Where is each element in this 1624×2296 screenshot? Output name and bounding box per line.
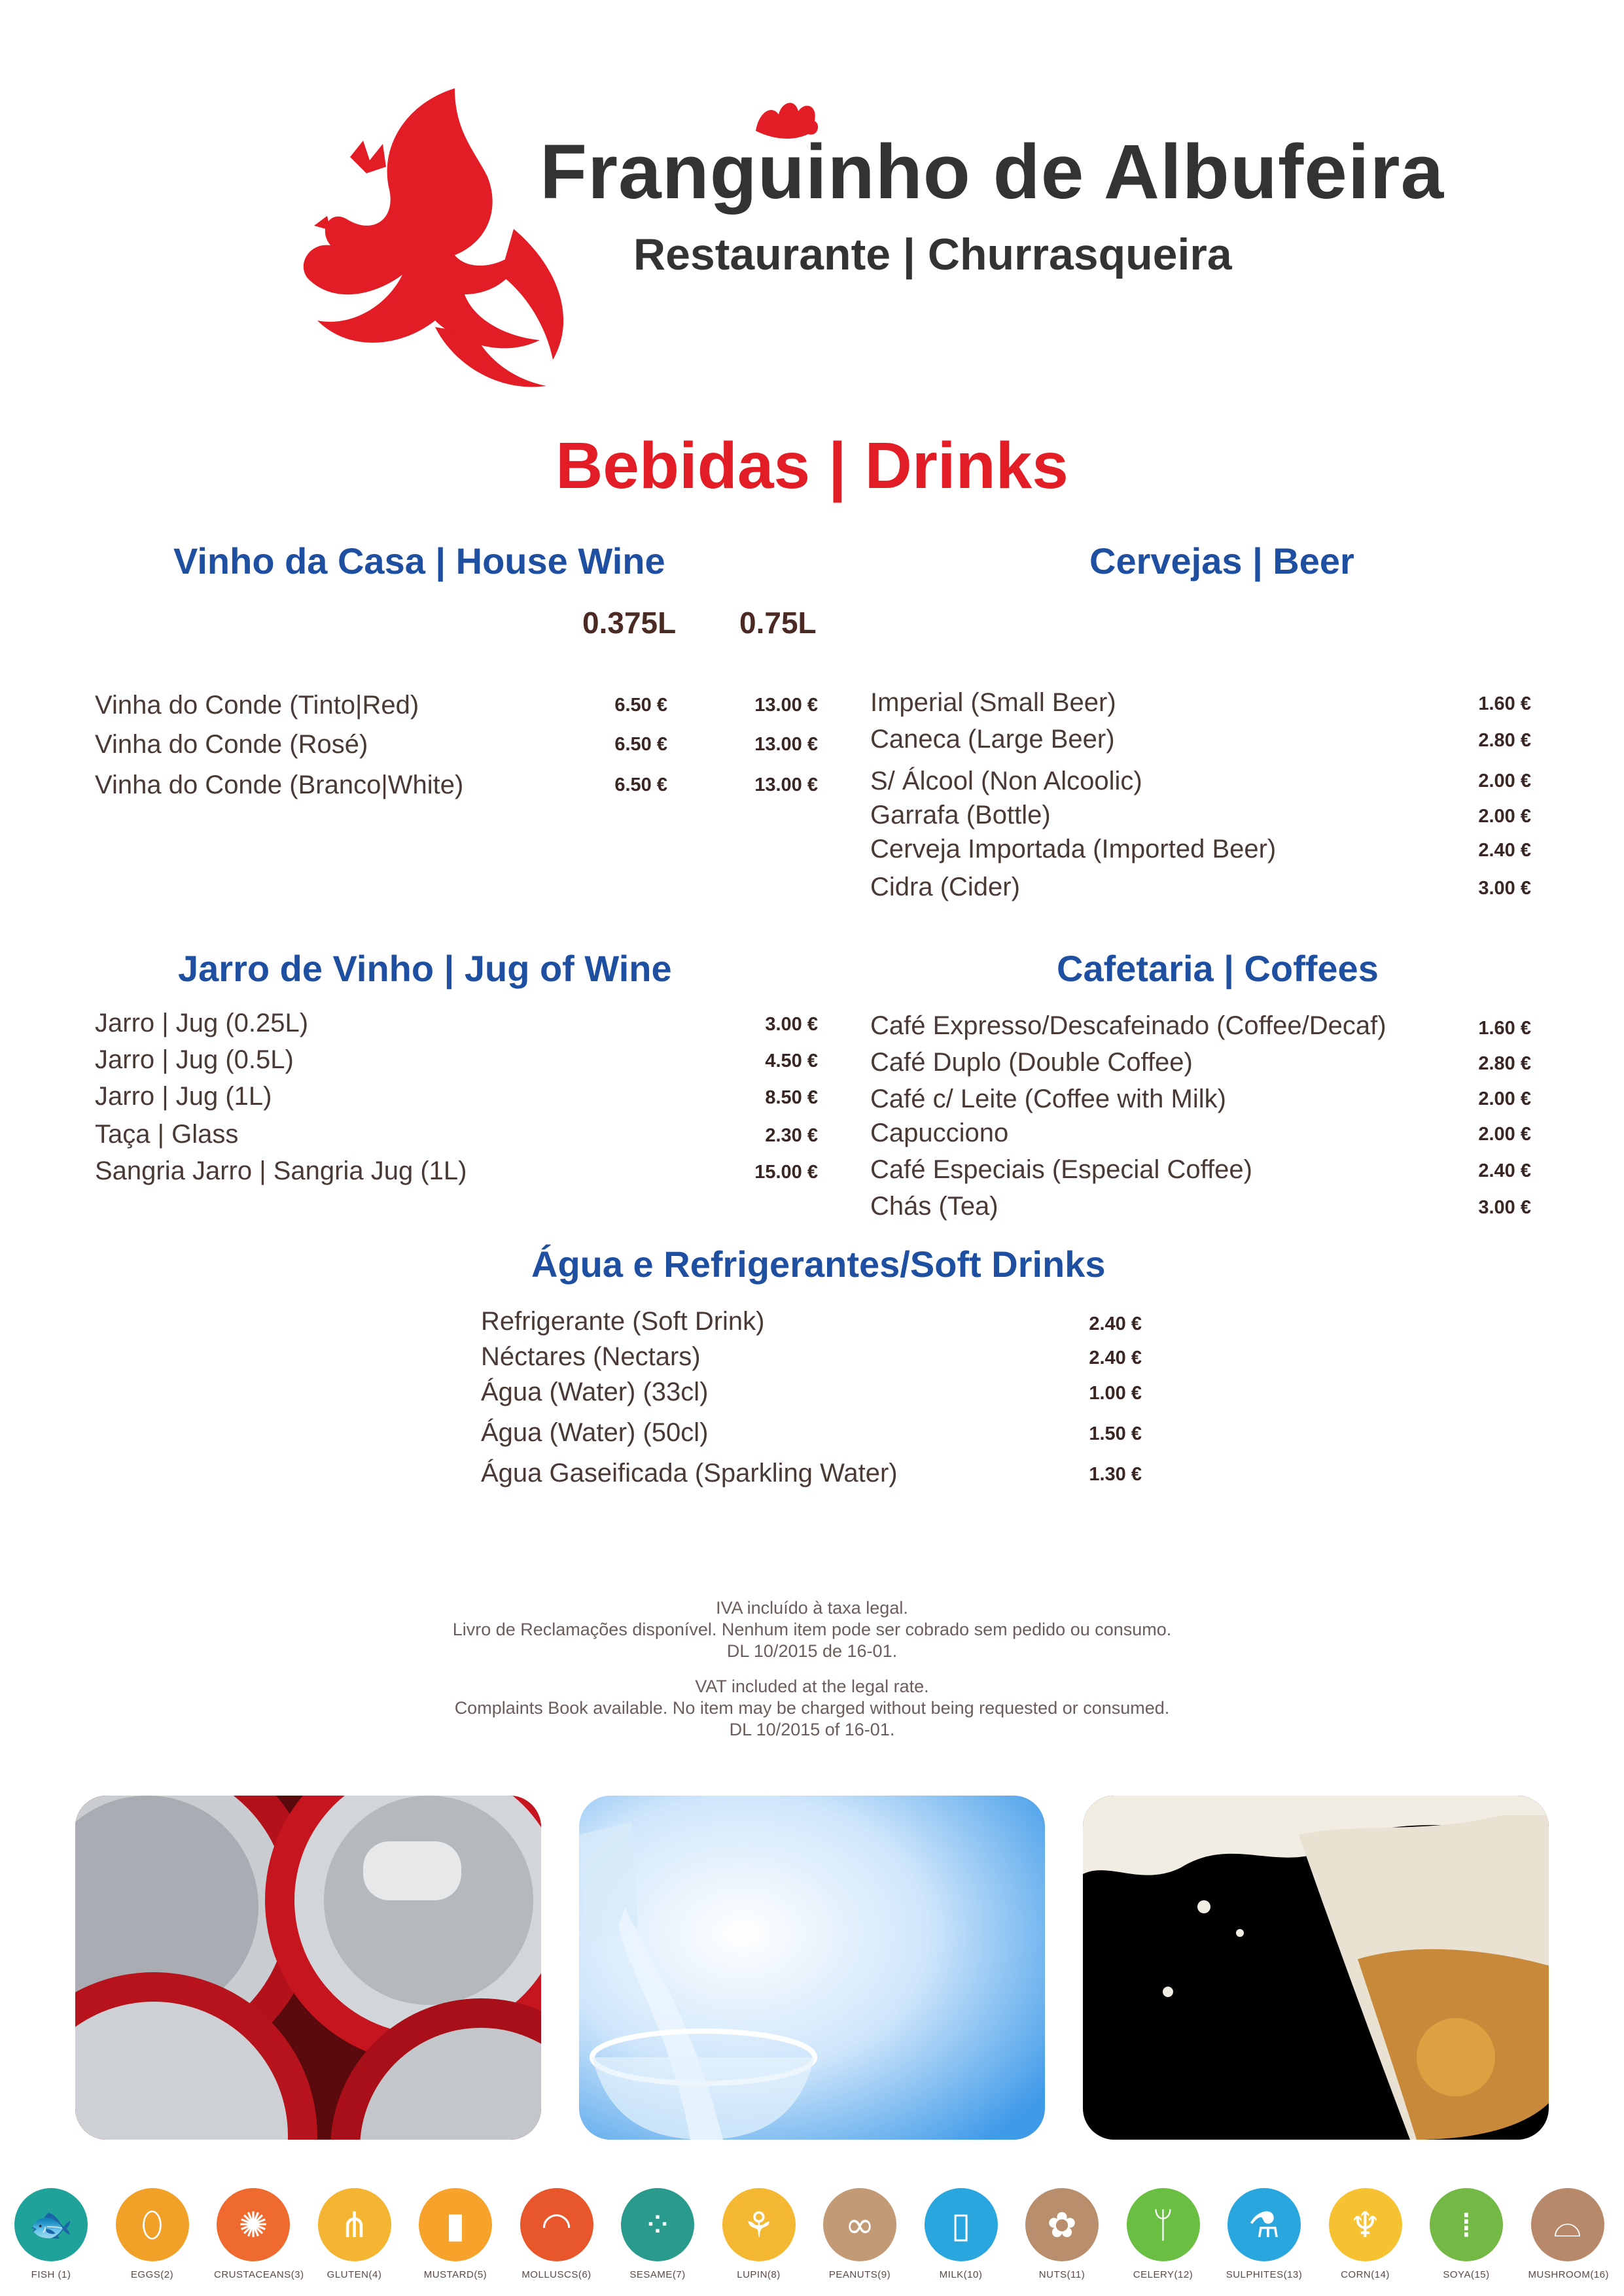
allergen-label: SOYA(15) xyxy=(1443,2269,1490,2280)
allergen-item xyxy=(1124,2188,1203,2280)
price: 6.50 € xyxy=(614,734,667,755)
legal-line: IVA incluído à taxa legal. xyxy=(716,1598,908,1618)
allergen-label: MUSHROOM(16) xyxy=(1528,2269,1610,2280)
list-item: Capucciono xyxy=(870,1119,1009,1147)
allergen-item xyxy=(12,2188,90,2280)
price: 1.60 € xyxy=(1478,693,1531,714)
col-0375: 0.375L xyxy=(582,606,677,640)
allergen-item xyxy=(720,2188,798,2280)
list-item: Jarro | Jug (0.25L) xyxy=(95,1009,309,1037)
list-item: S/ Álcool (Non Alcoolic) xyxy=(870,767,1142,795)
price: 2.80 € xyxy=(1478,1053,1531,1074)
allergen-item xyxy=(214,2188,304,2280)
allergen-label: MILK(10) xyxy=(939,2269,983,2280)
list-item: Garrafa (Bottle) xyxy=(870,801,1051,829)
corn-icon: ♆ xyxy=(1329,2188,1402,2261)
price: 2.40 € xyxy=(1478,840,1531,861)
allergen-label: MUSTARD(5) xyxy=(423,2269,487,2280)
legal-en xyxy=(0,1676,1624,1741)
list-item: Chás (Tea) xyxy=(870,1192,998,1221)
allergen-item xyxy=(416,2188,495,2280)
list-item: Água (Water) (50cl) xyxy=(481,1418,709,1447)
list-item: Sangria Jarro | Sangria Jug (1L) xyxy=(95,1157,467,1185)
allergen-item xyxy=(1225,2188,1303,2280)
price: 4.50 € xyxy=(765,1051,818,1071)
price: 2.00 € xyxy=(1478,1088,1531,1109)
price: 2.80 € xyxy=(1478,730,1531,751)
allergen-label: MOLLUSCS(6) xyxy=(521,2269,591,2280)
brand-subtitle: Restaurante | Churrasqueira xyxy=(633,230,1232,279)
price: 13.00 € xyxy=(754,774,818,795)
price: 2.00 € xyxy=(1478,1124,1531,1145)
legal-line: VAT included at the legal rate. xyxy=(695,1677,929,1696)
allergen-label: PEANUTS(9) xyxy=(828,2269,891,2280)
price: 1.50 € xyxy=(1089,1423,1142,1444)
price: 13.00 € xyxy=(754,695,818,716)
price: 3.00 € xyxy=(1478,878,1531,899)
water-pouring-photo xyxy=(579,1796,1045,2140)
allergen-item xyxy=(1427,2188,1506,2280)
nut-icon: ✿ xyxy=(1025,2188,1099,2261)
list-item: Água (Water) (33cl) xyxy=(481,1378,709,1406)
allergen-item xyxy=(922,2188,1000,2280)
beer-heading: Cervejas | Beer xyxy=(1089,540,1354,582)
price: 13.00 € xyxy=(754,734,818,755)
allergen-label: CORN(14) xyxy=(1341,2269,1390,2280)
allergen-label: FISH (1) xyxy=(31,2269,71,2280)
list-item: Cerveja Importada (Imported Beer) xyxy=(870,835,1277,863)
price: 1.30 € xyxy=(1089,1464,1142,1485)
list-item: Refrigerante (Soft Drink) xyxy=(481,1307,765,1336)
price: 2.40 € xyxy=(1089,1313,1142,1334)
price: 3.00 € xyxy=(1478,1197,1531,1218)
brand-name: Franguinho de Albufeira xyxy=(540,129,1445,215)
list-item: Néctares (Nectars) xyxy=(481,1342,701,1371)
allergen-item xyxy=(1023,2188,1101,2280)
allergen-item xyxy=(1326,2188,1405,2280)
soda-cans-photo xyxy=(75,1796,541,2140)
allergen-label: GLUTEN(4) xyxy=(327,2269,382,2280)
peanut-icon: ∞ xyxy=(823,2188,896,2261)
legal-line: Livro de Reclamações disponível. Nenhum item pode ser cobrado sem pedido ou consumo. xyxy=(452,1620,1172,1639)
price: 8.50 € xyxy=(765,1087,818,1108)
legal-pt xyxy=(0,1597,1624,1662)
lupin-icon: ⚘ xyxy=(722,2188,796,2261)
price: 15.00 € xyxy=(754,1162,818,1183)
price: 2.40 € xyxy=(1089,1348,1142,1368)
price: 2.00 € xyxy=(1478,806,1531,827)
list-item: Água Gaseificada (Sparkling Water) xyxy=(481,1459,898,1487)
allergen-label: EGGS(2) xyxy=(130,2269,174,2280)
allergen-label: SULPHITES(13) xyxy=(1226,2269,1303,2280)
fish-icon: 🐟 xyxy=(14,2188,88,2261)
list-item: Vinha do Conde (Tinto|Red) xyxy=(95,691,419,720)
price: 6.50 € xyxy=(614,774,667,795)
list-item: Caneca (Large Beer) xyxy=(870,725,1115,754)
list-item: Café Duplo (Double Coffee) xyxy=(870,1048,1193,1077)
allergen-label: LUPIN(8) xyxy=(737,2269,781,2280)
sulphite-icon: ⚗ xyxy=(1227,2188,1301,2261)
mustard-icon: ▮ xyxy=(419,2188,492,2261)
mushroom-icon: ⌓ xyxy=(1531,2188,1604,2261)
price: 2.30 € xyxy=(765,1125,818,1146)
allergen-item xyxy=(315,2188,394,2280)
price: 2.40 € xyxy=(1478,1160,1531,1181)
list-item: Jarro | Jug (1L) xyxy=(95,1082,272,1111)
list-item: Cidra (Cider) xyxy=(870,873,1020,901)
list-item: Jarro | Jug (0.5L) xyxy=(95,1045,294,1074)
legal-line: DL 10/2015 of 16-01. xyxy=(729,1720,895,1739)
beer-foam-photo xyxy=(1083,1796,1549,2140)
price: 1.60 € xyxy=(1478,1018,1531,1039)
price: 2.00 € xyxy=(1478,771,1531,791)
page-title: Bebidas | Drinks xyxy=(556,429,1068,502)
allergen-item xyxy=(518,2188,596,2280)
list-item: Café c/ Leite (Coffee with Milk) xyxy=(870,1085,1226,1113)
price: 3.00 € xyxy=(765,1014,818,1035)
price: 6.50 € xyxy=(614,695,667,716)
price: 1.00 € xyxy=(1089,1383,1142,1404)
list-item: Café Expresso/Descafeinado (Coffee/Decaf) xyxy=(870,1011,1386,1040)
allergen-label: CRUSTACEANS(3) xyxy=(214,2269,304,2280)
allergen-label: SESAME(7) xyxy=(629,2269,686,2280)
allergen-item xyxy=(1528,2188,1610,2280)
list-item: Café Especiais (Especial Coffee) xyxy=(870,1155,1252,1184)
egg-icon: ⬯ xyxy=(116,2188,189,2261)
milk-icon: ▯ xyxy=(925,2188,998,2261)
list-item: Taça | Glass xyxy=(95,1120,239,1149)
sesame-icon: ⁘ xyxy=(621,2188,694,2261)
wheat-icon: ⋔ xyxy=(318,2188,391,2261)
list-item: Vinha do Conde (Branco|White) xyxy=(95,771,464,799)
allergen-label: NUTS(11) xyxy=(1038,2269,1086,2280)
mollusc-icon: ◠ xyxy=(520,2188,593,2261)
house-wine-heading: Vinho da Casa | House Wine xyxy=(173,540,665,582)
crustacean-icon: ✺ xyxy=(217,2188,290,2261)
soya-icon: ⁞ xyxy=(1430,2188,1503,2261)
list-item: Imperial (Small Beer) xyxy=(870,688,1116,717)
legal-line: Complaints Book available. No item may be charged without being requested or consumed. xyxy=(454,1698,1170,1718)
soft-drinks-heading: Água e Refrigerantes/Soft Drinks xyxy=(531,1244,1106,1285)
allergen-item xyxy=(618,2188,697,2280)
allergen-item xyxy=(113,2188,192,2280)
jug-heading: Jarro de Vinho | Jug of Wine xyxy=(178,948,672,989)
allergen-label: CELERY(12) xyxy=(1133,2269,1193,2280)
celery-icon: ᛘ xyxy=(1127,2188,1200,2261)
list-item: Vinha do Conde (Rosé) xyxy=(95,730,368,759)
legal-line: DL 10/2015 de 16-01. xyxy=(726,1641,898,1661)
col-075: 0.75L xyxy=(739,606,817,640)
allergen-item xyxy=(821,2188,899,2280)
coffee-heading: Cafetaria | Coffees xyxy=(1057,948,1379,989)
